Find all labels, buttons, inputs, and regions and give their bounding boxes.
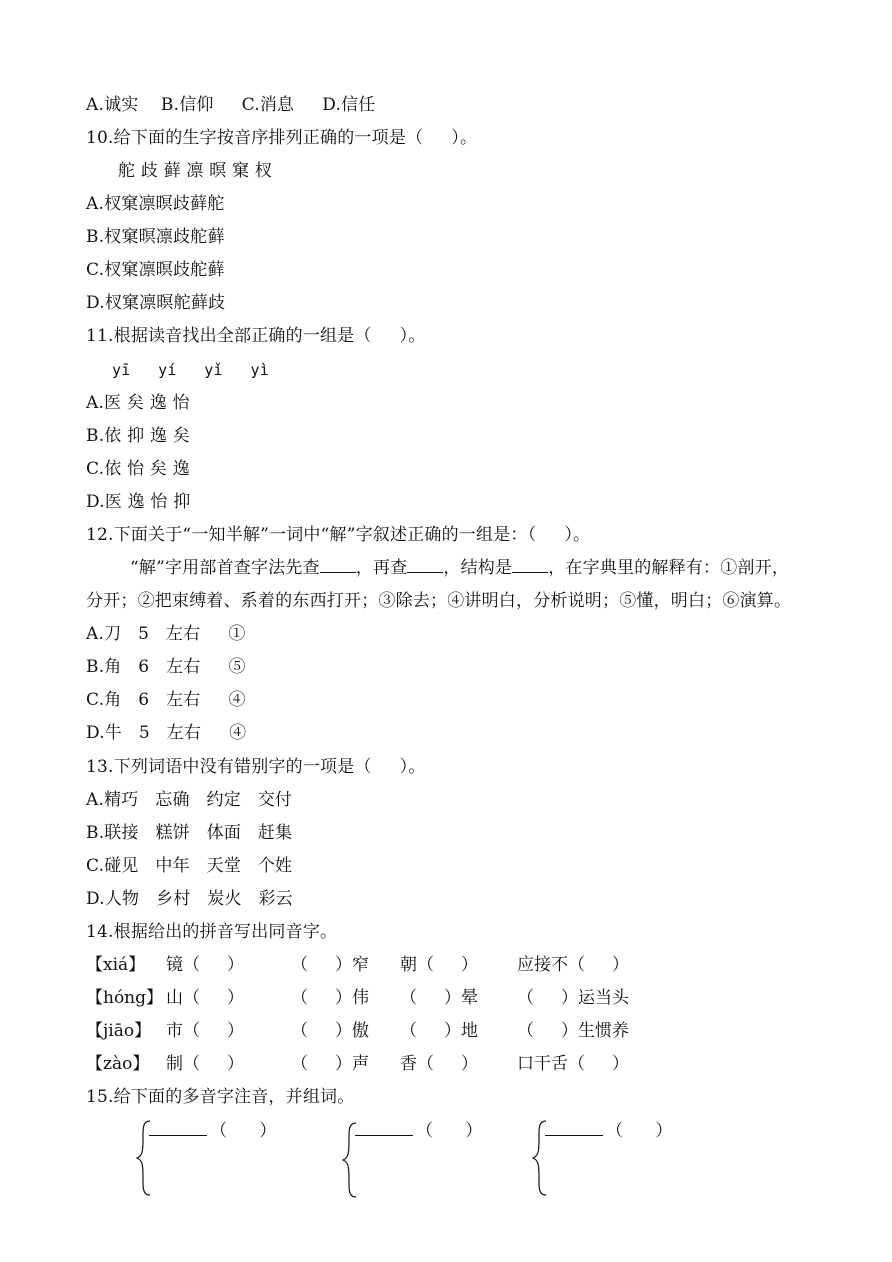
- brace-icon: [342, 1122, 358, 1198]
- q10-stem: 10.给下面的生字按音序排列正确的一项是（ ）。: [86, 128, 478, 148]
- q12-passage-line2: 分开；②把束缚着、系着的东西打开；③除去；④讲明白，分析说明；⑤懂，明白；⑥演算。: [86, 591, 792, 611]
- pinyin-label: 【xiá】: [86, 955, 146, 975]
- fill-cell: （ ）窄: [291, 955, 370, 975]
- q11-stem: 11.根据读音找出全部正确的一组是（ ）。: [86, 326, 426, 346]
- answer-line[interactable]: [545, 1135, 603, 1136]
- fill-cell: （ ）生惯养: [517, 1021, 630, 1041]
- fill-cell: 香（ ）: [400, 1054, 479, 1074]
- q15-stem: 15.给下面的多音字注音，并组词。: [86, 1087, 355, 1107]
- answer-line[interactable]: [149, 1135, 207, 1136]
- q12-stem: 12.下面关于“一知半解”一词中“解”字叙述正确的一组是：（ ）。: [86, 525, 591, 545]
- q9-options: A.诚实 B.信仰 C.消息 D.信任: [86, 95, 376, 115]
- fill-cell: 山（ ）: [166, 988, 245, 1008]
- answer-line[interactable]: [355, 1135, 413, 1136]
- q10-option-a: A.杈窠凛暝歧藓舵: [86, 194, 225, 214]
- fill-cell: （ ）傲: [291, 1021, 370, 1041]
- pinyin-label: 【jiāo】: [86, 1021, 152, 1041]
- q11-option-c: C.依 怡 矣 逸: [86, 459, 190, 479]
- q11-option-d: D.医 逸 怡 抑: [86, 492, 191, 512]
- fill-cell: （ ）伟: [291, 988, 370, 1008]
- pinyin-label: 【zào】: [86, 1054, 150, 1074]
- q13-option-c: C.碰见 中年 天堂 个姓: [86, 856, 293, 876]
- fill-blank[interactable]: [512, 558, 548, 573]
- q10-chars: 舵 歧 藓 凛 暝 窠 杈: [118, 161, 273, 181]
- q12-option-a: A.刀 5 左右 ①: [86, 624, 246, 644]
- q11-pinyin: yī yí yǐ yì: [112, 361, 269, 379]
- fill-cell: （ ）运当头: [517, 988, 630, 1008]
- pinyin-paren: （ ）: [606, 1121, 673, 1141]
- fill-cell: 制（ ）: [166, 1054, 245, 1074]
- fill-cell: 应接不（ ）: [517, 955, 630, 975]
- fill-cell: 口干舌（ ）: [517, 1054, 630, 1074]
- fill-cell: （ ）地: [400, 1021, 479, 1041]
- fill-blank[interactable]: [407, 558, 443, 573]
- fill-cell: （ ）声: [291, 1054, 370, 1074]
- brace-icon: [532, 1120, 548, 1196]
- q12-option-b: B.角 6 左右 ⑤: [86, 657, 246, 677]
- q12-option-d: D.牛 5 左右 ④: [86, 723, 247, 743]
- fill-cell: 市（ ）: [166, 1021, 245, 1041]
- polyphone-brace-3: [532, 1118, 692, 1198]
- q10-option-c: C.杈窠凛暝歧舵藓: [86, 260, 225, 280]
- q10-option-d: D.杈窠凛暝舵藓歧: [86, 293, 226, 313]
- fill-blank[interactable]: [320, 558, 356, 573]
- fill-cell: （ ）晕: [400, 988, 479, 1008]
- q14-stem: 14.根据给出的拼音写出同音字。: [86, 922, 338, 942]
- pinyin-paren: （ ）: [210, 1121, 277, 1141]
- polyphone-brace-2: [342, 1120, 502, 1200]
- q13-option-b: B.联接 糕饼 体面 赶集: [86, 823, 293, 843]
- q13-option-d: D.人物 乡村 炭火 彩云: [86, 889, 293, 909]
- q13-stem: 13.下列词语中没有错别字的一项是（ ）。: [86, 757, 426, 777]
- pinyin-label: 【hóng】: [86, 988, 164, 1008]
- polyphone-brace-1: [136, 1118, 296, 1198]
- q12-passage-line1: “解”字用部首查字法先查 ，再查 ，结构是 ，在字典里的解释有：①剖开，: [130, 558, 790, 578]
- q10-option-b: B.杈窠暝凛歧舵藓: [86, 227, 225, 247]
- fill-cell: 朝（ ）: [400, 955, 479, 975]
- q11-option-b: B.依 抑 逸 矣: [86, 426, 190, 446]
- pinyin-paren: （ ）: [416, 1121, 483, 1141]
- q12-option-c: C.角 6 左右 ④: [86, 690, 246, 710]
- q11-option-a: A.医 矣 逸 怡: [86, 393, 190, 413]
- fill-cell: 镜（ ）: [166, 955, 245, 975]
- brace-icon: [136, 1120, 152, 1196]
- q13-option-a: A.精巧 忘确 约定 交付: [86, 790, 293, 810]
